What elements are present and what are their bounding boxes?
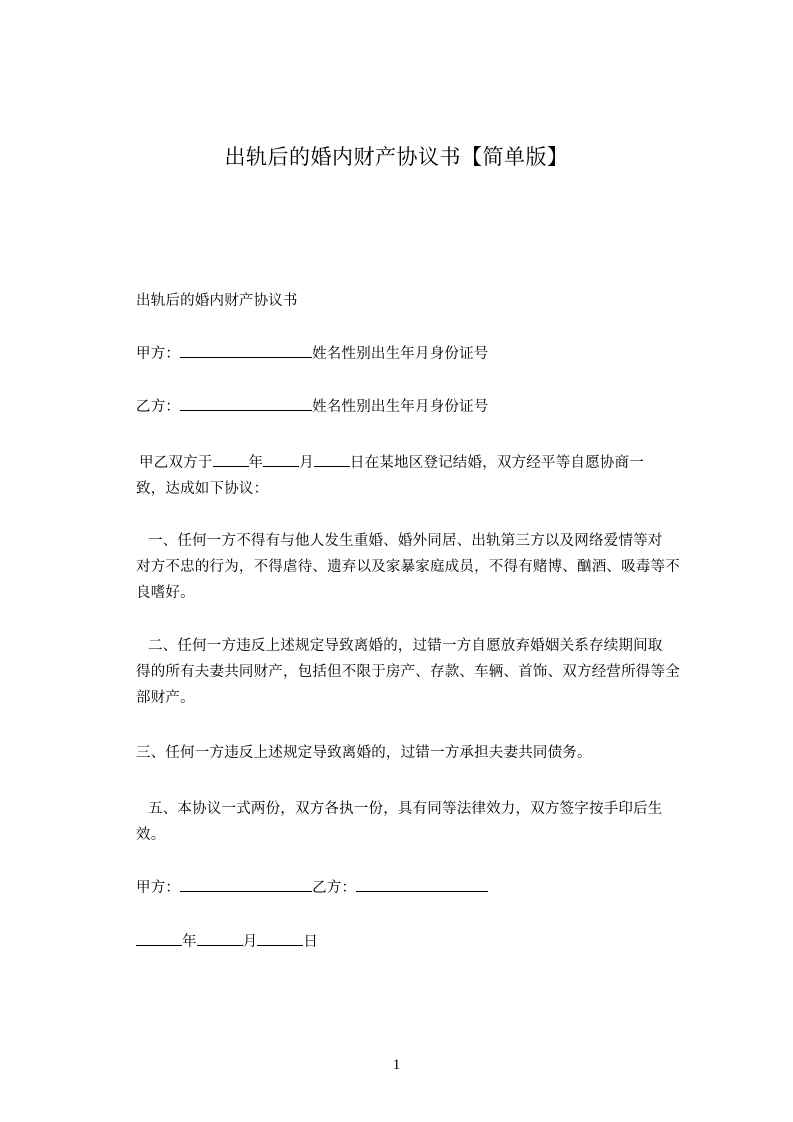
clause-2 xyxy=(136,633,718,711)
party-b-line xyxy=(136,394,716,420)
clause-3-line-1: 三、任何一方违反上述规定导致离婚的，过错一方承担夫妻共同债务。 xyxy=(136,745,592,761)
clause-2-line-2: 得的所有夫妻共同财产，包括但不限于房产、存款、车辆、首饰、双方经营所得等全 xyxy=(136,664,680,680)
party-a-blank xyxy=(180,342,312,358)
clause-1 xyxy=(136,528,718,606)
intro-month-label: 月 xyxy=(299,455,314,471)
date-year-label: 年 xyxy=(182,934,197,950)
clause-1-line-1: 一、任何一方不得有与他人发生重婚、婚外同居、出轨第三方以及网络爱情等对 xyxy=(148,533,663,549)
party-b-blank xyxy=(180,395,312,411)
document-title: 出轨后的婚内财产协议书【简单版】 xyxy=(224,145,569,169)
signature-party-a-blank xyxy=(180,876,312,892)
signature-party-b-blank xyxy=(356,876,488,892)
intro-line-1 xyxy=(139,450,717,476)
date-line xyxy=(136,929,716,955)
intro-text-2: 日在某地区登记结婚，双方经平等自愿协商一 xyxy=(349,455,644,471)
date-month-label: 月 xyxy=(242,934,258,950)
party-a-label: 甲方： xyxy=(136,346,181,362)
clause-5 xyxy=(136,796,718,848)
party-b-fields: 姓名性别出生年月身份证号 xyxy=(312,399,489,415)
date-year-blank xyxy=(136,930,182,946)
document-subtitle: 出轨后的婚内财产协议书 xyxy=(136,293,298,309)
intro-day-blank xyxy=(314,451,350,467)
party-a-fields: 姓名性别出生年月身份证号 xyxy=(312,346,489,362)
intro-text-1: 甲乙双方于 xyxy=(139,455,213,471)
intro-year-blank xyxy=(213,451,249,467)
clause-1-line-2: 对方不忠的行为，不得虐待、遗弃以及家暴家庭成员，不得有赌博、酗酒、吸毒等不 xyxy=(136,559,680,575)
intro-line-2: 致，达成如下协议： xyxy=(136,481,269,497)
party-b-label: 乙方： xyxy=(136,399,181,415)
intro-year-label: 年 xyxy=(248,455,264,471)
intro-month-blank xyxy=(263,451,299,467)
clause-2-line-1: 二、任何一方违反上述规定导致离婚的，过错一方自愿放弃婚姻关系存续期间取 xyxy=(148,638,663,654)
intro-paragraph xyxy=(136,450,717,502)
signature-party-a-label: 甲方： xyxy=(136,880,181,896)
page-number: 1 xyxy=(392,1057,401,1073)
clause-5-line-1: 五、本协议一式两份，双方各执一份，具有同等法律效力，双方签字按手印后生 xyxy=(148,801,663,817)
party-a-line xyxy=(136,341,716,367)
date-month-blank xyxy=(197,930,243,946)
clause-1-line-3: 良嗜好。 xyxy=(136,585,195,601)
clause-2-line-3: 部财产。 xyxy=(136,690,195,706)
clause-5-line-2: 效。 xyxy=(136,827,166,843)
signature-line xyxy=(136,875,716,901)
date-day-blank xyxy=(257,930,303,946)
signature-party-b-label: 乙方： xyxy=(312,880,357,896)
clause-3 xyxy=(136,740,716,766)
date-day-label: 日 xyxy=(303,934,319,950)
